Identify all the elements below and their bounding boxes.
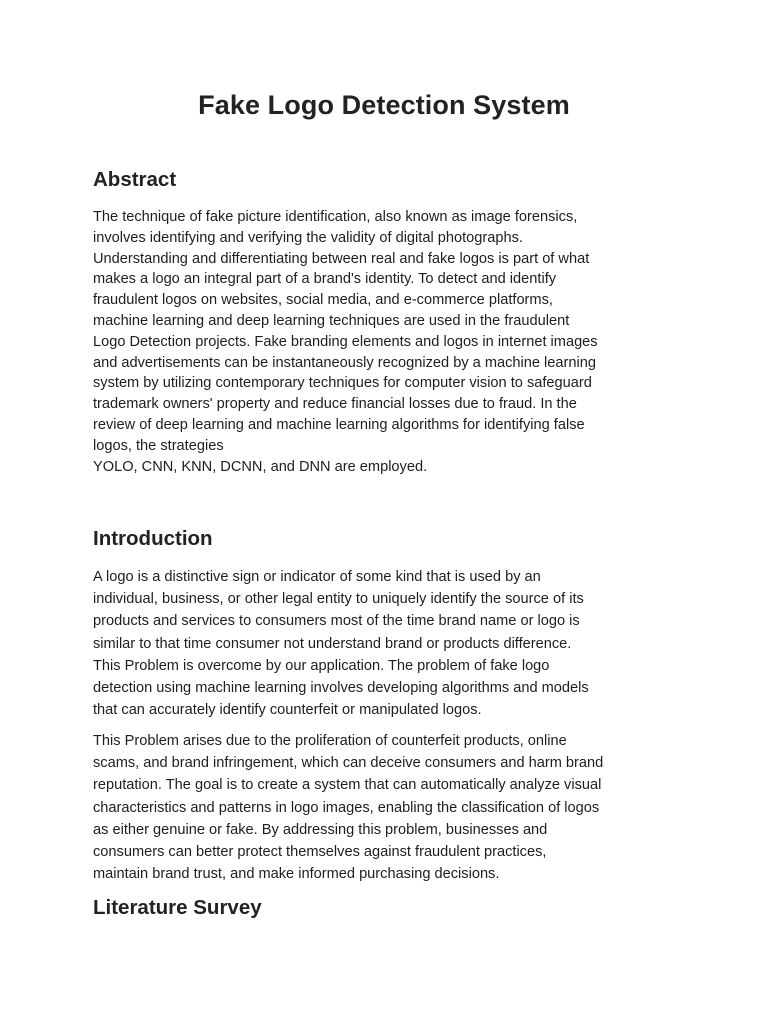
- abstract-paragraph: The technique of fake picture identification, also known as image forensics, involves identifying and verifying the validity of digital photographs. Understanding and differentiating between real and fake logos is part of what makes a logo an integral part of a brand's identity. To detect and identify fraudulent logos on websites, social media, and e-commerce platforms, machine learning and deep learning techniques are used in the fraudulent Logo Detection projects. Fake branding elements and logos in internet images and advertisements can be instantaneously recognized by a machine learning system by utilizing contemporary techniques for computer vision to safeguard trademark owners' property and reduce financial losses due to fraud. In the review of deep learning and machine learning algorithms for identifying false logos, the strategies YOLO, CNN, KNN, DCNN, and DNN are employed.: [93, 209, 598, 475]
- introduction-paragraph-1: A logo is a distinctive sign or indicator of some kind that is used by an individual, business, or other legal entity to uniquely identify the source of its products and services to consumers most of the time brand name or logo is similar to that time consumer not understand brand or products difference. This Problem is overcome by our application. The problem of fake logo detection using machine learning involves developing algorithms and models that can accurately identify counterfeit or manipulated logos.: [93, 569, 589, 719]
- introduction-paragraph-2: This Problem arises due to the proliferation of counterfeit products, online scams, and brand infringement, which can deceive consumers and harm brand reputation. The goal is to create a system that can automatically analyze visual characteristics and patterns in logo images, enabling the classification of logos as either genuine or fake. By addressing this problem, businesses and consumers can better protect themselves against fraudulent practices, maintain brand trust, and make informed purchasing decisions.: [93, 733, 604, 883]
- page-title: Fake Logo Detection System: [198, 90, 570, 120]
- abstract-heading: Abstract: [93, 168, 177, 191]
- literature-survey-heading: Literature Survey: [93, 896, 262, 919]
- introduction-heading: Introduction: [93, 527, 213, 550]
